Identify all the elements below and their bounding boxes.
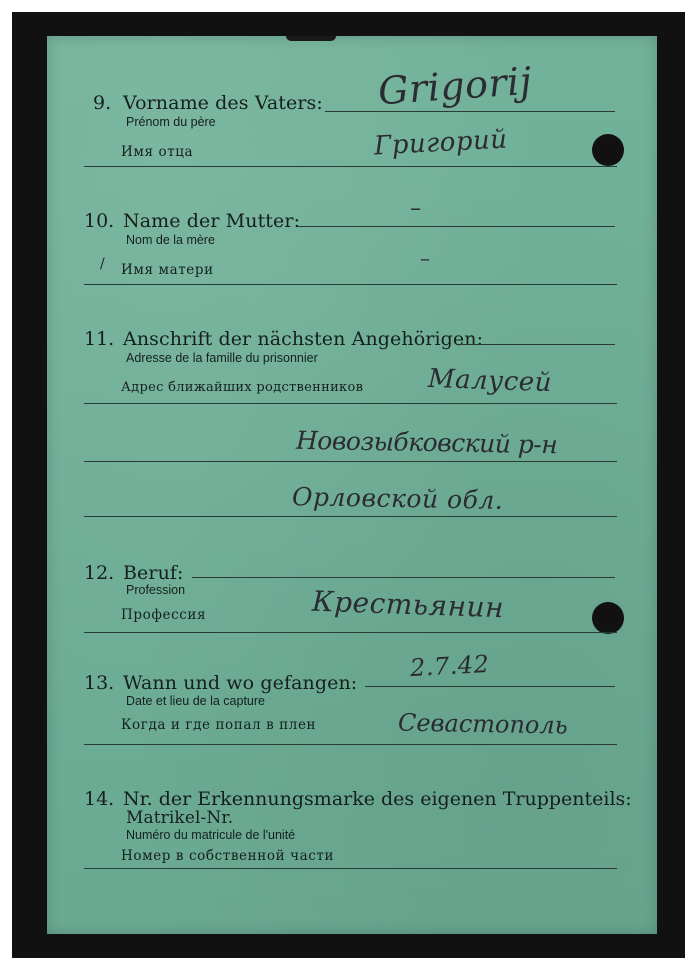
- capture-place: Севастополь: [397, 708, 568, 740]
- punch-hole-lower: [592, 602, 624, 634]
- field-10-label-ru: Имя матери: [121, 262, 214, 278]
- field-9-label-de: Vorname des Vaters:: [123, 92, 323, 114]
- father-name-cyrillic: Григорий: [373, 124, 509, 162]
- field-13-line-2: [84, 744, 617, 745]
- field-12-line-2: [84, 632, 617, 633]
- field-11-label-fr: Adresse de la famille du prisonnier: [126, 351, 318, 365]
- mother-name-dash-1: –: [410, 196, 422, 221]
- field-9-label-ru: Имя отца: [121, 144, 194, 160]
- field-9-line-2: [84, 166, 617, 167]
- punch-hole-upper: [592, 134, 624, 166]
- field-12-label-de: Beruf:: [123, 562, 184, 584]
- field-14-label-de: Nr. der Erkennungsmarke des eigenen Truppenteils:: [123, 788, 632, 810]
- father-name-latin: Grigorij: [376, 58, 534, 114]
- address-district: Новозыбковский р-н: [295, 425, 558, 460]
- stray-pen-mark: /: [100, 256, 105, 272]
- field-13-label-ru: Когда и где попал в плен: [121, 717, 317, 733]
- field-13-line-1: [365, 686, 615, 687]
- field-11-label-de: Anschrift der nächsten Angehörigen:: [123, 328, 484, 350]
- field-10-line-1: [297, 226, 615, 227]
- profession-value: Крестьянин: [311, 584, 505, 625]
- field-10-line-2: [84, 284, 617, 285]
- field-14-number: 14.: [84, 788, 115, 810]
- field-13-label-de: Wann und wo gefangen:: [123, 672, 358, 694]
- field-14-label-fr: Numéro du matricule de l'unité: [126, 828, 296, 842]
- card-top-notch: [286, 36, 336, 41]
- field-12-number: 12.: [84, 562, 115, 584]
- field-13-number: 13.: [84, 672, 115, 694]
- field-9-line-1: [325, 111, 615, 112]
- mother-name-dash-2: –: [420, 246, 431, 270]
- field-11-label-ru: Адрес ближайших родственников: [121, 380, 364, 395]
- field-9-label-fr: Prénom du père: [126, 115, 216, 129]
- field-10-number: 10.: [84, 210, 115, 232]
- address-village: Малусей: [427, 363, 553, 399]
- field-11-line-2: [84, 403, 617, 404]
- field-11-line-1: [458, 344, 615, 345]
- field-11-line-4: [84, 516, 617, 517]
- field-12-label-fr: Profession: [126, 583, 186, 597]
- field-14-line: [84, 868, 617, 869]
- field-12-label-ru: Профессия: [121, 607, 207, 623]
- address-region: Орловской обл.: [291, 482, 504, 515]
- field-10-label-de: Name der Mutter:: [123, 210, 301, 232]
- field-14-label-de-matrikel: Matrikel-Nr.: [126, 808, 234, 828]
- field-9-number: 9.: [93, 92, 112, 114]
- field-10-label-fr: Nom de la mère: [126, 233, 215, 247]
- capture-date: 2.7.42: [409, 649, 491, 683]
- field-14-label-ru: Номер в собственной части: [121, 848, 335, 864]
- field-11-line-3: [84, 461, 617, 462]
- field-11-number: 11.: [84, 328, 115, 350]
- field-13-label-fr: Date et lieu de la capture: [126, 694, 265, 708]
- field-12-line-1: [192, 577, 615, 578]
